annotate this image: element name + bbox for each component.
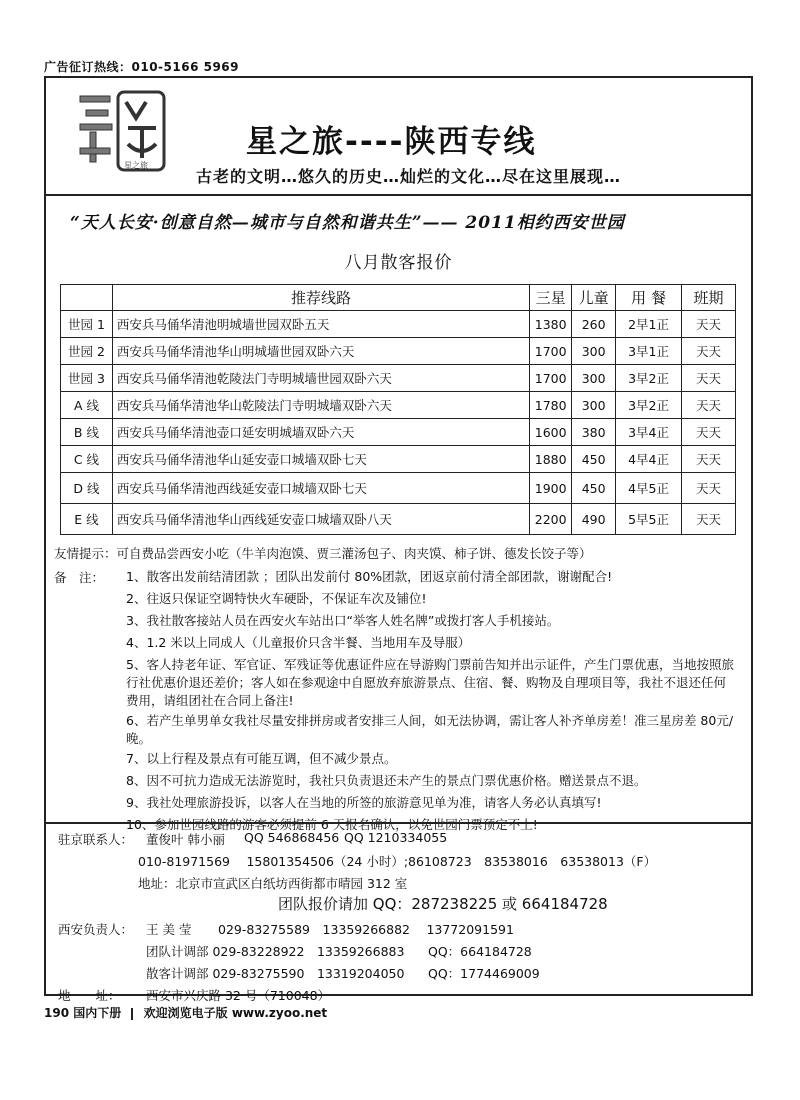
xian-address-label: 地 址： bbox=[58, 988, 121, 1003]
beijing-qq-2: QQ 1210334055 bbox=[344, 830, 448, 845]
seal-icon bbox=[76, 88, 168, 174]
price-three-star: 1780 bbox=[530, 392, 572, 419]
route-name: 西安兵马俑华清池华山明城墙世园双卧六天 bbox=[112, 338, 529, 365]
beijing-label: 驻京联系人： bbox=[58, 832, 134, 847]
note-item: 6、若产生单男单女我社尽量安排拼房或者安排三人间，如无法协调，需让客人补齐单房差！准三星房差 80元/晚。 bbox=[126, 713, 734, 746]
route-code: 世园 1 bbox=[61, 311, 113, 338]
price-child: 450 bbox=[572, 473, 616, 504]
meals: 4早4正 bbox=[616, 446, 682, 473]
route-price-table bbox=[60, 284, 736, 535]
route-name: 西安兵马俑华清池明城墙世园双卧五天 bbox=[112, 311, 529, 338]
price-three-star: 1380 bbox=[530, 311, 572, 338]
xian-label: 西安负责人： bbox=[58, 922, 134, 937]
fit-dept-qq: QQ：1774469009 bbox=[428, 966, 540, 981]
header-three-star: 三星 bbox=[530, 285, 572, 311]
route-code: 世园 3 bbox=[61, 365, 113, 392]
header-route: 推荐线路 bbox=[112, 285, 529, 311]
table-row bbox=[61, 338, 736, 365]
route-name: 西安兵马俑华清池壶口延安明城墙双卧六天 bbox=[112, 419, 529, 446]
price-three-star: 1600 bbox=[530, 419, 572, 446]
page-number: 190 bbox=[44, 1006, 70, 1020]
group-dept-qq: QQ：664184728 bbox=[428, 944, 532, 959]
route-name: 西安兵马俑华清池乾陵法门寺明城墙世园双卧六天 bbox=[112, 365, 529, 392]
divider bbox=[46, 194, 751, 196]
table-row bbox=[61, 473, 736, 504]
page-title: 星之旅----陕西专线 bbox=[246, 124, 537, 160]
route-code: D 线 bbox=[61, 473, 113, 504]
table-row bbox=[61, 504, 736, 535]
subtitle: 古老的文明…悠久的历史…灿烂的文化…尽在这里展现… bbox=[196, 167, 622, 186]
fit-dept: 散客计调部 029-83275590 13319204050 bbox=[146, 966, 405, 981]
price-three-star: 1700 bbox=[530, 338, 572, 365]
header-schedule: 班期 bbox=[682, 285, 736, 311]
meals: 3早2正 bbox=[616, 365, 682, 392]
beijing-address: 地址：北京市宣武区白纸坊西街都市晴园 312 室 bbox=[138, 876, 408, 891]
schedule: 天天 bbox=[682, 338, 736, 365]
header-child: 儿童 bbox=[572, 285, 616, 311]
table-row bbox=[61, 311, 736, 338]
logo-seal bbox=[76, 88, 168, 174]
table-row bbox=[61, 446, 736, 473]
route-name: 西安兵马俑华清池华山乾陵法门寺明城墙双卧六天 bbox=[112, 392, 529, 419]
schedule: 天天 bbox=[682, 419, 736, 446]
route-name: 西安兵马俑华清池华山延安壶口城墙双卧七天 bbox=[112, 446, 529, 473]
route-code: 世园 2 bbox=[61, 338, 113, 365]
note-item: 3、我社散客接站人员在西安火车站出口“举客人姓名牌”或拨打客人手机接站。 bbox=[126, 613, 560, 628]
group-qq-notice: 团队报价请加 QQ：287238225 或 664184728 bbox=[278, 895, 608, 913]
note-item: 10、参加世园线路的游客必须提前 6 天报名确认，以免世园门票预定不上! bbox=[126, 817, 538, 832]
note-item: 9、我社处理旅游投诉，以客人在当地的所签的旅游意见单为准，请客人务必认真填写! bbox=[126, 795, 602, 810]
table-header-row bbox=[61, 285, 736, 311]
route-name: 西安兵马俑华清池华山西线延安壶口城墙双卧八天 bbox=[112, 504, 529, 535]
meals: 2早1正 bbox=[616, 311, 682, 338]
price-three-star: 1900 bbox=[530, 473, 572, 504]
meals: 3早2正 bbox=[616, 392, 682, 419]
price-title: 八月散客报价 bbox=[344, 253, 453, 273]
route-code: B 线 bbox=[61, 419, 113, 446]
note-item: 4、1.2 米以上同成人（儿童报价只含半餐、当地用车及导服） bbox=[126, 635, 471, 650]
slogan: “天人长安·创意自然—城市与自然和谐共生”—— 2011相约西安世园 bbox=[70, 213, 625, 233]
note-item: 5、客人持老年证、军官证、军残证等优惠证件应在导游购门票前告知并出示证件，产生门票优惠，当地按照旅行社优惠价退还差价；客人如在参观途中自愿放弃旅游景点、住宿、餐、购物及自理项目等，我社不退还任何费用，请组团社在合同上备注! bbox=[126, 657, 734, 708]
schedule: 天天 bbox=[682, 311, 736, 338]
separator bbox=[131, 1008, 133, 1020]
route-code: A 线 bbox=[61, 392, 113, 419]
note-item: 7、以上行程及景点有可能互调，但不减少景点。 bbox=[126, 751, 397, 766]
table-row bbox=[61, 419, 736, 446]
beijing-people: 董俊叶 韩小丽 bbox=[146, 832, 225, 847]
price-child: 260 bbox=[572, 311, 616, 338]
schedule: 天天 bbox=[682, 365, 736, 392]
svg-text:星之旅: 星之旅 bbox=[124, 161, 148, 170]
header-meals: 用 餐 bbox=[616, 285, 682, 311]
price-child: 490 bbox=[572, 504, 616, 535]
schedule: 天天 bbox=[682, 392, 736, 419]
route-name: 西安兵马俑华清池西线延安壶口城墙双卧七天 bbox=[112, 473, 529, 504]
website-link[interactable]: www.zyoo.net bbox=[231, 1006, 328, 1020]
schedule: 天天 bbox=[682, 473, 736, 504]
beijing-phones: 010-81971569 15801354506（24 小时）;86108723 83538016 63538013（F） bbox=[138, 854, 657, 869]
route-code: C 线 bbox=[61, 446, 113, 473]
schedule: 天天 bbox=[682, 504, 736, 535]
note-item: 1、散客出发前结清团款 ；团队出发前付 80%团款，团返京前付清全部团款，谢谢配合! bbox=[126, 569, 613, 584]
section-name: 国内下册 bbox=[73, 1006, 122, 1020]
ad-hotline: 广告征订热线：010-5166 5969 bbox=[44, 60, 240, 74]
beijing-qq-1: QQ 546868456 bbox=[244, 830, 340, 845]
divider bbox=[46, 822, 751, 824]
advert-frame bbox=[44, 76, 753, 1003]
note-item: 2、往返只保证空调特快火车硬卧，不保证车次及铺位! bbox=[126, 591, 427, 606]
header-code bbox=[61, 285, 113, 311]
page-footer bbox=[44, 1004, 327, 1021]
meals: 4早5正 bbox=[616, 473, 682, 504]
meals: 3早1正 bbox=[616, 338, 682, 365]
table-row bbox=[61, 392, 736, 419]
meals: 3早4正 bbox=[616, 419, 682, 446]
price-child: 380 bbox=[572, 419, 616, 446]
group-dept: 团队计调部 029-83228922 13359266883 bbox=[146, 944, 405, 959]
price-child: 450 bbox=[572, 446, 616, 473]
friendly-tip: 友情提示：可自费品尝西安小吃（牛羊肉泡馍、贾三灌汤包子、肉夹馍、柿子饼、德发长饺子等） bbox=[54, 546, 592, 561]
price-three-star: 1880 bbox=[530, 446, 572, 473]
xian-address: 西安市兴庆路 32 号（710048） bbox=[146, 988, 331, 1003]
xian-manager: 王 美 莹 bbox=[146, 922, 192, 937]
table-row bbox=[61, 365, 736, 392]
price-child: 300 bbox=[572, 338, 616, 365]
note-item: 8、因不可抗力造成无法游览时，我社只负责退还未产生的景点门票优惠价格。赠送景点不退。 bbox=[126, 773, 647, 788]
price-child: 300 bbox=[572, 365, 616, 392]
notes-label: 备 注： bbox=[54, 570, 105, 585]
price-child: 300 bbox=[572, 392, 616, 419]
price-three-star: 1700 bbox=[530, 365, 572, 392]
promo-text: 欢迎浏览电子版 bbox=[143, 1006, 228, 1020]
xian-manager-phones: 029-83275589 13359266882 13772091591 bbox=[218, 922, 514, 937]
route-code: E 线 bbox=[61, 504, 113, 535]
price-three-star: 2200 bbox=[530, 504, 572, 535]
schedule: 天天 bbox=[682, 446, 736, 473]
meals: 5早5正 bbox=[616, 504, 682, 535]
